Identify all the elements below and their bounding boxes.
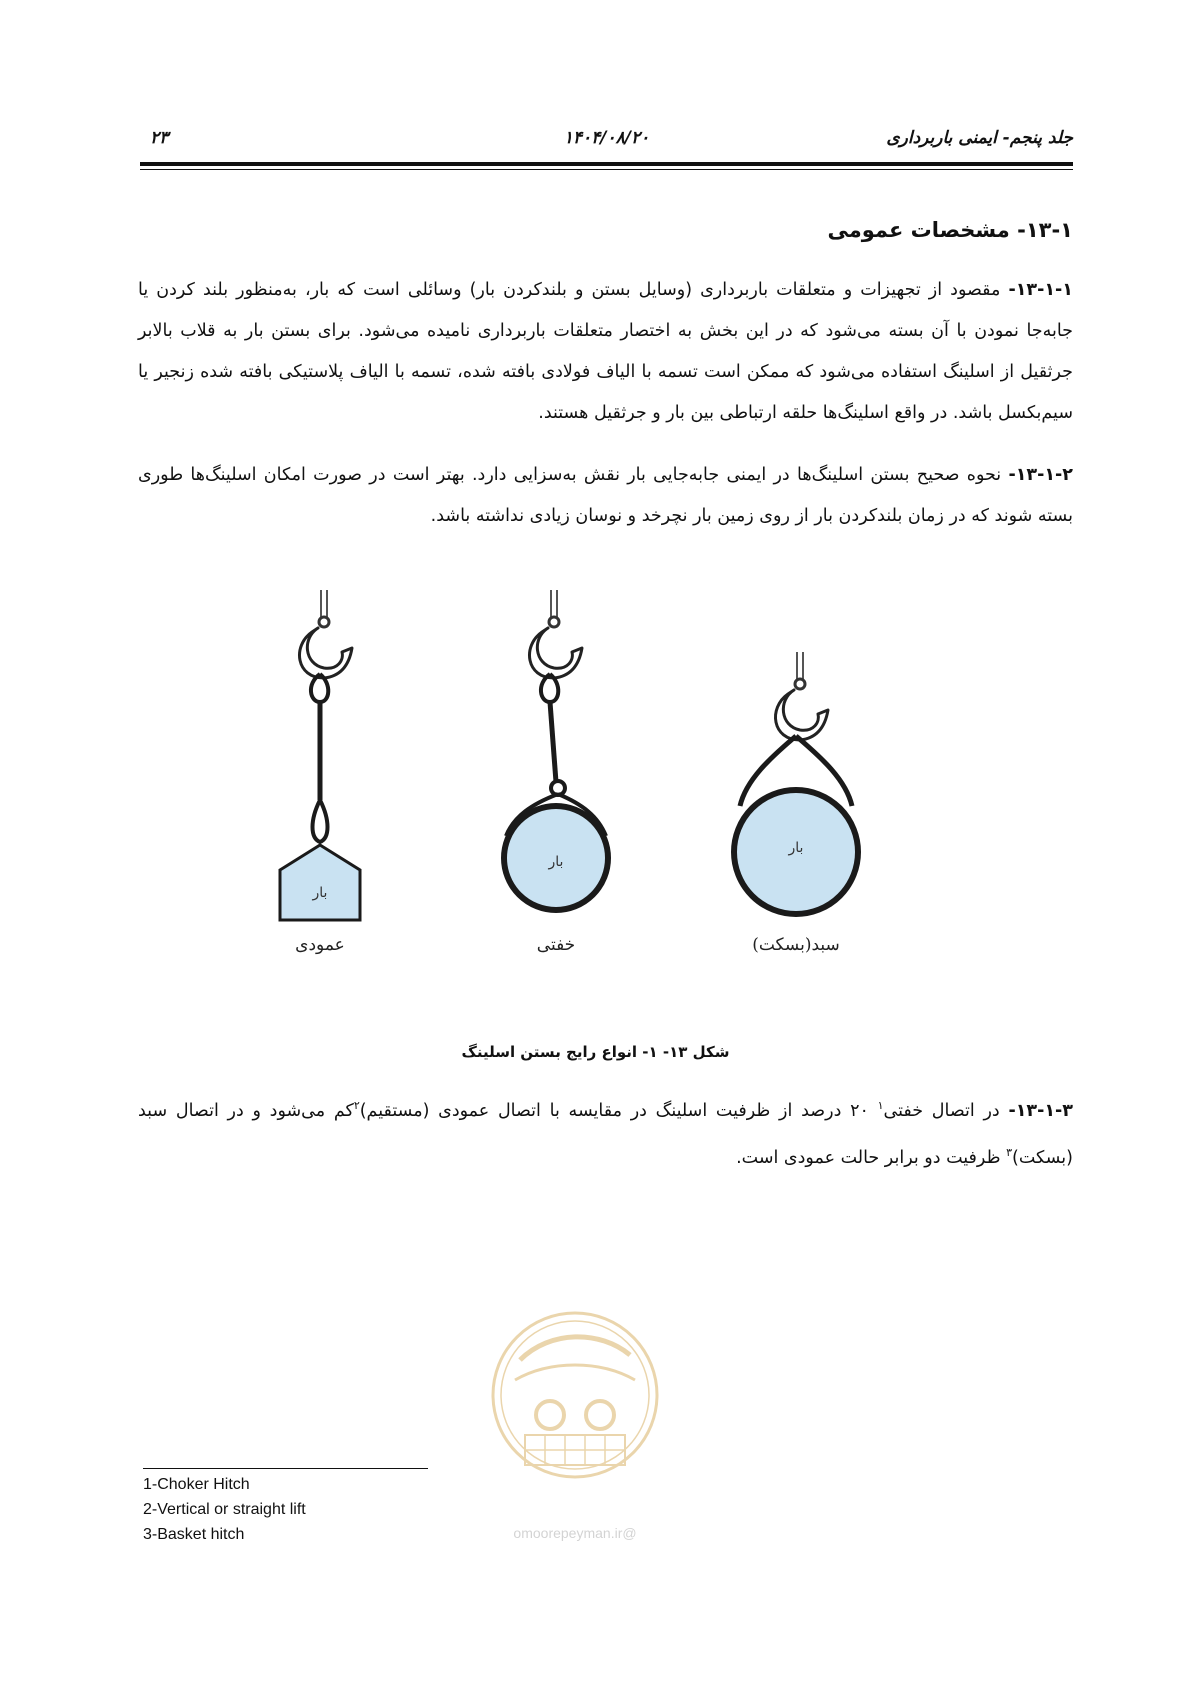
page-number: ۲۳ (150, 128, 169, 148)
paragraph-text: نحوه صحیح بستن اسلینگ‌ها در ایمنی جابه‌جایی بار نقش به‌سزایی دارد. بهتر است در صورت امکان اسلینگ‌ها طوری بسته شوند که در زمان بلندکردن بار از روی زمین بار نچرخد و نوسان زیادی نداشته باشد. (138, 465, 1073, 526)
footnote-ref-3[interactable]: ۳ (1006, 1145, 1012, 1159)
header-date: ۱۴۰۴/۰۸/۲۰ (563, 128, 650, 148)
footnote-ref-2[interactable]: ۲ (353, 1099, 360, 1112)
footnotes (143, 1472, 306, 1547)
load-label-basket: بار (788, 840, 804, 856)
book-title: جلد پنجم- ایمنی باربرداری (886, 128, 1073, 148)
paragraph-number: ۱۳-۱-۱- (1008, 280, 1073, 300)
paragraph-13-1-3 (138, 1085, 1073, 1179)
page-header (140, 128, 1073, 156)
choker-hitch-diagram (504, 590, 608, 955)
paragraph-number: ۱۳-۱-۲- (1008, 465, 1073, 485)
paragraph-text-b: ۲۰ درصد از ظرفیت اسلینگ در مقایسه با اتصال عمودی (مستقیم) (359, 1100, 878, 1121)
footnote-1: 1-Choker Hitch (143, 1476, 250, 1493)
paragraph-13-1-2 (138, 455, 1073, 537)
vertical-hitch-label: عمودی (295, 935, 345, 955)
section-title: ۱۳-۱- مشخصات عمومی (827, 218, 1073, 242)
paragraph-13-1-1 (138, 270, 1073, 434)
paragraph-number: ۱۳-۱-۳- (1008, 1100, 1073, 1121)
vertical-hitch-diagram (280, 590, 360, 955)
figure-caption: شکل ۱۳- ۱- انواع رایج بستن اسلینگ (461, 1043, 730, 1061)
footnote-3: 3-Basket hitch (143, 1526, 245, 1543)
footnote-divider (143, 1468, 428, 1469)
basket-hitch-diagram (734, 652, 858, 955)
watermark-logo (480, 1300, 670, 1550)
paragraph-text: مقصود از تجهیزات و متعلقات باربرداری (وسایل بستن و بلندکردن بار) وسائلی است که بار، به‌منظور بلند کردن یا جابه‌جا نمودن با آن بسته می‌شود که در این بخش به اختصار متعلقات باربرداری نامیده می‌شود. برای بستن بار به قلاب بالابر جرثقیل از اسلینگ استفاده می‌شود که ممکن است تسمه با الیاف فولادی بافته شده، تسمه با الیاف پلاستیکی بافته شده زنجیر یا سیم‌بکسل باشد. در واقع اسلینگ‌ها حلقه ارتباطی بین بار و جرثقیل هستند. (138, 280, 1073, 423)
paragraph-text-a: در اتصال خفتی (883, 1100, 1009, 1121)
footnote-2: 2-Vertical or straight lift (143, 1501, 306, 1518)
basket-hitch-label: سبد(بسکت) (752, 935, 840, 955)
choker-hitch-label: خفتی (536, 935, 576, 955)
header-rule-thin (140, 169, 1073, 170)
load-label-vertical: بار (312, 885, 328, 901)
header-rule-thick (140, 162, 1073, 166)
footnote-ref-1[interactable]: ۱ (877, 1099, 884, 1112)
watermark-url: @omoorepeyman.ir (513, 1525, 637, 1541)
paragraph-text-c: کم می‌شود و در اتصال سبد (بسکت) (138, 1100, 1073, 1168)
paragraph-text-d: ظرفیت دو برابر حالت عمودی است. (736, 1147, 1007, 1168)
load-label-choker: بار (548, 854, 564, 870)
sling-hitch-figure (270, 590, 950, 1030)
